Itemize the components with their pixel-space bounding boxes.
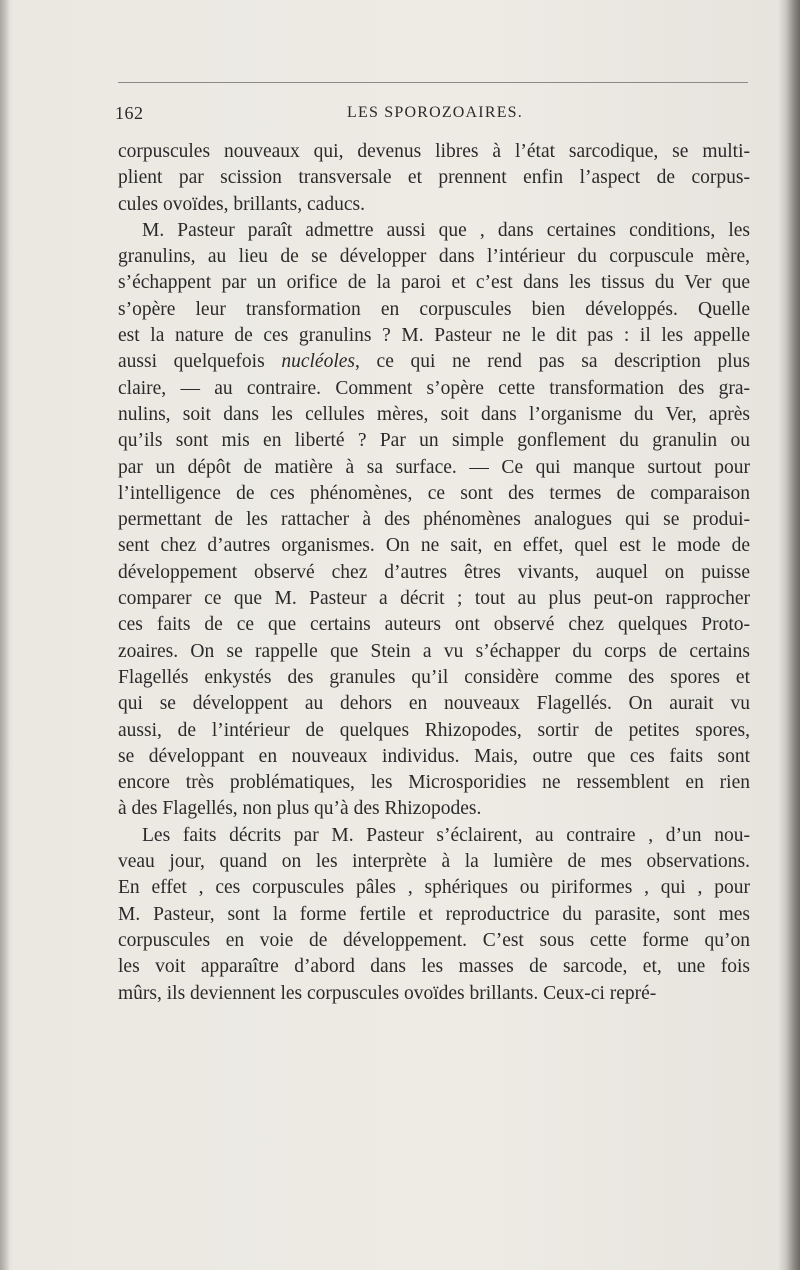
text-line: mûrs, ils deviennent les corpuscules ovoïdes brillants. Ceux-ci repré- — [118, 982, 657, 1004]
text-line: claire, — au contraire. Comment s’opère cette transformation des gra- — [118, 377, 750, 399]
header-rule — [118, 82, 748, 83]
text-line: à des Flagellés, non plus qu’à des Rhizopodes. — [118, 798, 482, 820]
text-line — [118, 349, 750, 375]
text-run: , ce qui ne rend pas sa description plus — [355, 351, 750, 373]
text-line: comparer ce que M. Pasteur a décrit ; tout au plus peut-on rapprocher — [118, 588, 750, 610]
text-line: est la nature de ces granulins ? M. Pasteur ne le dit pas : il les appelle — [118, 325, 750, 347]
text-line: se développant en nouveaux individus. Mais, outre que ces faits sont — [118, 745, 750, 767]
text-line: s’échappent par un orifice de la paroi et c’est dans les tissus du Ver que — [118, 272, 750, 294]
text-line: Flagellés enkystés des granules qu’il considère comme des spores et — [118, 666, 750, 688]
italic-term: nucléoles — [281, 351, 355, 373]
text-line: ces faits de ce que certains auteurs ont observé chez quelques Proto- — [118, 614, 750, 636]
text-line: encore très problématiques, les Microsporidies ne ressemblent en rien — [118, 772, 750, 794]
text-line: sent chez d’autres organismes. On ne sait, en effet, quel est le mode de — [118, 535, 750, 557]
running-header — [115, 103, 745, 129]
page-number: 162 — [115, 103, 144, 123]
running-title: LES SPOROZOAIRES. — [347, 104, 523, 121]
text-line: Les faits décrits par M. Pasteur s’éclairent, au contraire , d’un nou- — [142, 824, 750, 846]
text-line: corpuscules nouveaux qui, devenus libres à l’état sarcodique, se multi- — [118, 141, 750, 162]
text-line: M. Pasteur paraît admettre aussi que , dans certaines conditions, les — [142, 219, 750, 241]
text-line: qui se développent au dehors en nouveaux Flagellés. On aurait vu — [118, 693, 750, 715]
page-edge-shadow — [778, 0, 800, 1270]
text-line: En effet , ces corpuscules pâles , sphériques ou piriformes , qui , pour — [118, 877, 750, 899]
page-gutter-shadow — [0, 0, 10, 1270]
text-line: qu’ils sont mis en liberté ? Par un simple gonflement du granulin ou — [118, 430, 750, 452]
text-line: veau jour, quand on les interprète à la lumière de mes observations. — [118, 851, 750, 873]
text-line: permettant de les rattacher à des phénomènes analogues qui se produi- — [118, 509, 750, 531]
text-line: les voit apparaître d’abord dans les masses de sarcode, et, une fois — [118, 956, 750, 978]
text-line: s’opère leur transformation en corpuscules bien développés. Quelle — [118, 298, 750, 320]
text-line: développement observé chez d’autres êtres vivants, auquel on puisse — [118, 561, 750, 583]
text-line: par un dépôt de matière à sa surface. — Ce qui manque surtout pour — [118, 456, 750, 478]
text-line: plient par scission transversale et prennent enfin l’aspect de corpus- — [118, 167, 750, 189]
text-line: cules ovoïdes, brillants, caducs. — [118, 193, 365, 215]
text-line: M. Pasteur, sont la forme fertile et reproductrice du parasite, sont mes — [118, 903, 750, 925]
text-line: l’intelligence de ces phénomènes, ce sont des termes de comparaison — [118, 482, 750, 504]
text-line: aussi, de l’intérieur de quelques Rhizopodes, sortir de petites spores, — [118, 719, 750, 741]
text-line: corpuscules en voie de développement. C’est sous cette forme qu’on — [118, 929, 750, 951]
text-line: nulins, soit dans les cellules mères, soit dans l’organisme du Ver, après — [118, 403, 750, 425]
body-text — [118, 139, 750, 1007]
text-line: granulins, au lieu de se développer dans l’intérieur du corpuscule mère, — [118, 246, 750, 268]
text-line: zoaires. On se rappelle que Stein a vu s’échapper du corps de certains — [118, 640, 750, 662]
text-run: aussi quelquefois — [118, 351, 265, 373]
